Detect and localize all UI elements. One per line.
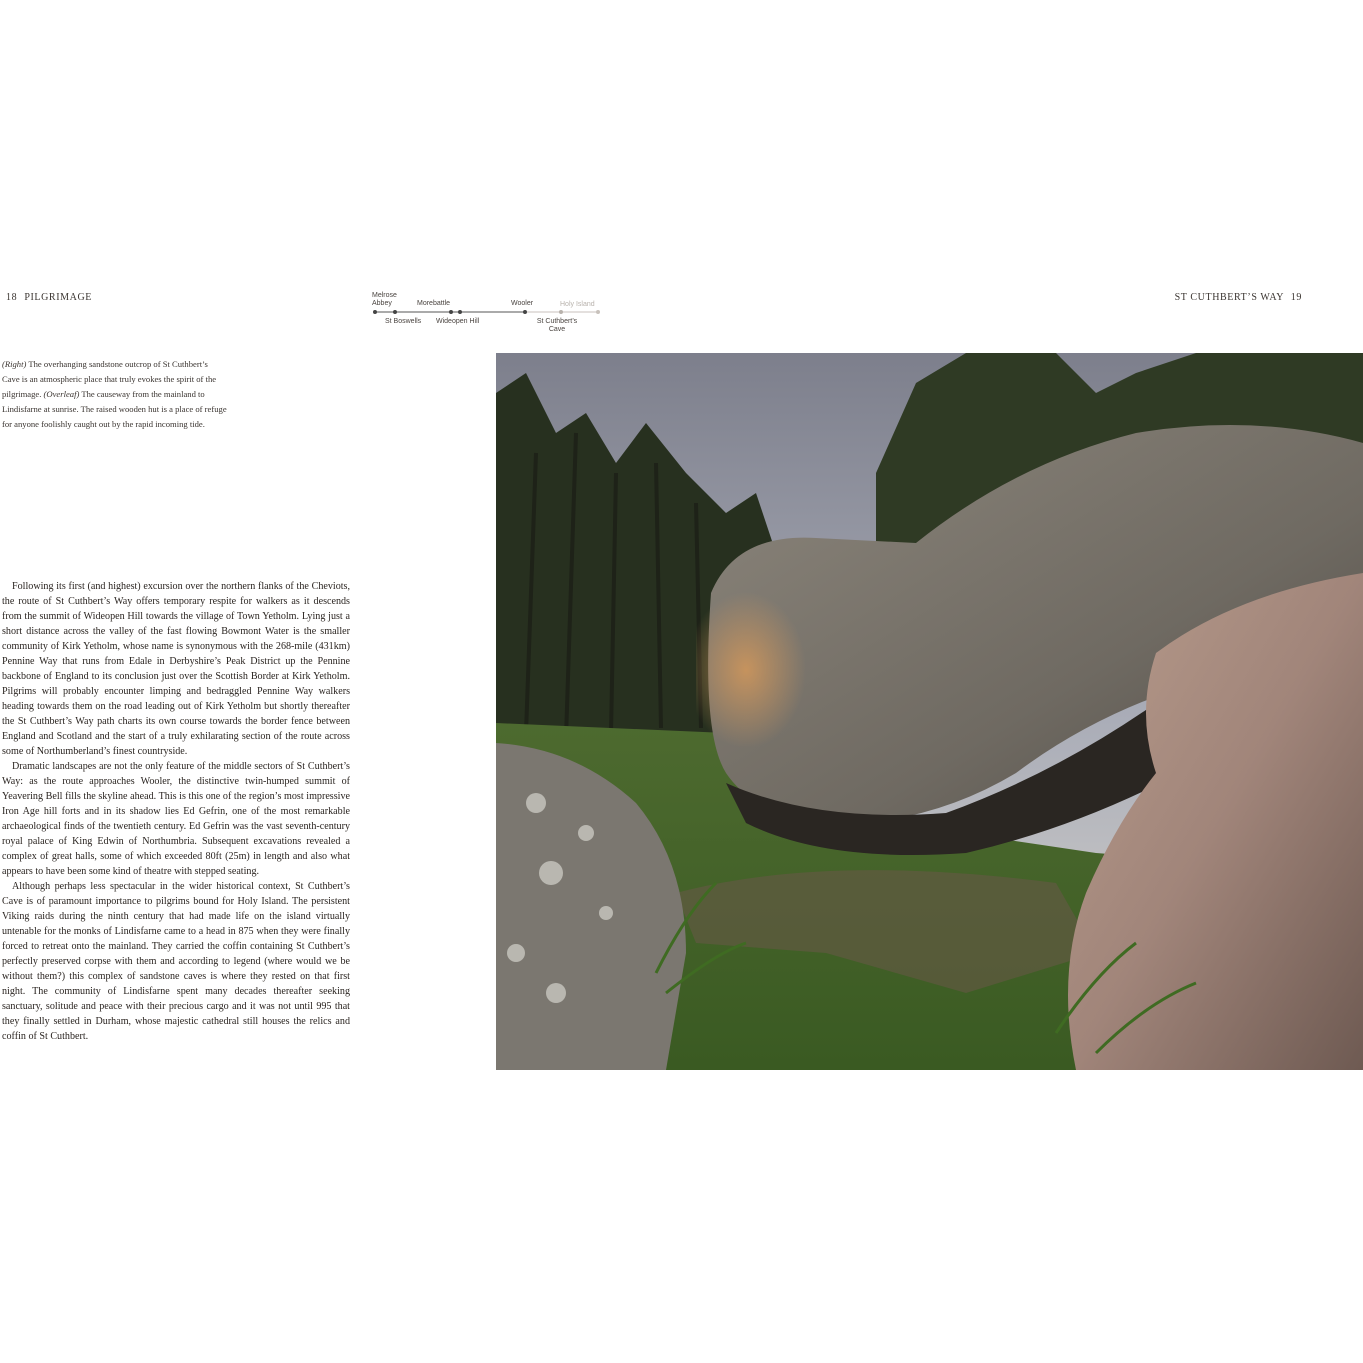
route-stop-wideopen — [458, 310, 462, 314]
running-title-left: PILGRIMAGE — [24, 292, 92, 303]
caption-overleaf-tag: (Overleaf) — [43, 389, 80, 399]
route-stop-morebattle — [449, 310, 453, 314]
running-head-left — [2, 292, 92, 303]
cave-photograph — [496, 353, 1363, 1070]
running-title-right: ST CUTHBERT’S WAY — [1174, 292, 1284, 303]
route-label-melrose: Melrose Abbey — [372, 292, 397, 307]
body-paragraph: Following its first (and highest) excursion over the northern flanks of the Cheviots, the route of St Cuthbert’s Way offers temporary respite for walkers as it descends from the summit of Wideopen Hill towards the village of Town Yetholm. Lying just a short distance across the valley of the fast flowing Bowmont Water is the smaller community of Kirk Yetholm, whose name is synonymous with the 268-mile (431km) Pennine Way that runs from Edale in Derbyshire’s Peak District up the Pennine backbone of England to its conclusion just over the Scottish Border at Kirk Yetholm. Pilgrims will probably encounter limping and bedraggled Pennine Way walkers heading towards them on the road leading out of Kirk Yetholm but shortly thereafter the St Cuthbert’s Way path charts its own course towards the border fence between England and Scotland and the start of a truly exhilarating section of the route across some of Northumberland’s finest countryside. — [2, 581, 350, 757]
running-head-right — [1175, 292, 1306, 303]
route-label-st-boswells: St Boswells — [385, 318, 422, 325]
cave-photo-illustration — [496, 353, 1363, 1070]
route-stop-cave — [559, 310, 563, 314]
route-stop-wooler — [523, 310, 527, 314]
route-label-wooler: Wooler — [511, 300, 534, 307]
photo-caption — [2, 357, 227, 432]
route-map — [370, 290, 605, 336]
body-paragraph: Dramatic landscapes are not the only feature of the middle sectors of St Cuthbert’s Way: as the route approaches Wooler, the distinctive twin-humped summit of Yeavering Bell fills the skyline ahead. This is this one of the region’s most impressive Iron Age hill forts and in its shadow lies Ed Gefrin, one of the most remarkable archaeological finds of the twentieth century. Ed Gefrin was the vast seventh-century royal palace of King Edwin of Northumbria. Subsequent excavations revealed a complex of great halls, some of which exceeded 80ft (25m) in length and also what appears to have been some kind of theatre with stepped seating. — [2, 761, 350, 877]
route-stop-holy-island — [596, 310, 600, 314]
route-label-cave: St Cuthbert’s Cave — [536, 318, 578, 333]
caption-overleaf-text: The causeway from the mainland to Lindisfarne at sunrise. The raised wooden hut is a place of refuge for anyone foolishly caught out by the rapid incoming tide. — [2, 389, 227, 429]
route-label-holy-island: Holy Island — [560, 301, 595, 308]
route-stop-melrose — [373, 310, 377, 314]
caption-right-text: The overhanging sandstone outcrop of St Cuthbert’s Cave is an atmospheric place that truly evokes the spirit of the pilgrimage. — [2, 359, 217, 399]
route-stop-st-boswells — [393, 310, 397, 314]
body-paragraph: Although perhaps less spectacular in the wider historical context, St Cuthbert’s Cave is of paramount importance to pilgrims bound for Holy Island. The persistent Viking raids during the ninth century that had made life on the island virtually untenable for the monks of Lindisfarne came to a head in 875 when they were finally forced to retreat onto the mainland. They carried the coffin containing St Cuthbert’s perfectly preserved corpse with them and according to legend (where would we be without them?) this complex of sandstone caves is where they rested on that first night. The community of Lindisfarne spent many decades thereafter seeking sanctuary, solitude and peace with their precious cargo and it was not until 995 that they finally settled in Durham, whose majestic cathedral still houses the relics and coffin of St Cuthbert. — [2, 881, 350, 1042]
caption-right-tag: (Right) — [2, 359, 27, 369]
page-number-right: 19 — [1290, 292, 1302, 303]
route-label-morebattle: Morebattle — [417, 300, 451, 307]
route-label-wideopen: Wideopen Hill — [436, 318, 480, 325]
body-text — [2, 579, 350, 1044]
page-number-left: 18 — [6, 292, 18, 303]
